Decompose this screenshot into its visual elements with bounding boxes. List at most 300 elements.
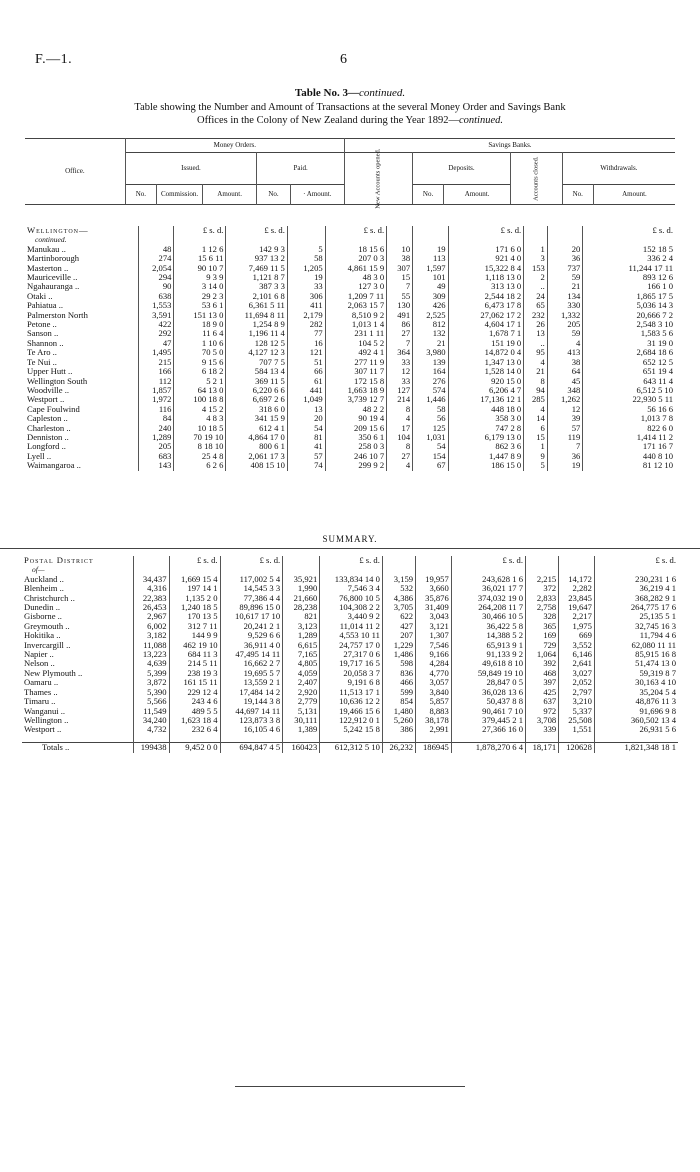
district-cell: 5,566 (133, 697, 169, 706)
district-cell: 19,144 3 8 (220, 697, 283, 706)
office-cell: 61 (287, 377, 325, 386)
office-name: Palmerston North (25, 311, 138, 320)
office-cell: 74 (287, 461, 325, 470)
office-cell: 116 (138, 405, 173, 414)
office-name: Capleston .. (25, 414, 138, 423)
office-cell: 94 (524, 386, 548, 395)
office-cell: 70 5 0 (174, 348, 226, 357)
office-cell: 27,062 17 2 (448, 311, 524, 320)
office-cell: 113 (413, 254, 448, 263)
office-cell: 387 3 3 (226, 282, 287, 291)
district-cell: 3,057 (416, 678, 452, 687)
district-cell: 1,240 18 5 (169, 603, 220, 612)
office-cell: 8 18 10 (174, 442, 226, 451)
office-cell: 81 12 10 (642, 460, 673, 471)
district-cell: 1,389 (283, 725, 320, 734)
office-cell: 64 13 0 (174, 386, 226, 395)
office-cell: 4 (387, 461, 413, 470)
district-cell: 5,242 15 8 (320, 725, 383, 734)
office-cell: 246 10 7 (325, 452, 386, 461)
page-number: 6 (340, 52, 348, 67)
office-name: Petone .. (25, 320, 138, 329)
office-cell: 134 (547, 292, 582, 301)
office-cell: 121 (287, 348, 325, 357)
office-cell: 90 10 7 (174, 264, 226, 273)
office-cell: 9 15 6 (174, 358, 226, 367)
office-cell: 59 (547, 273, 582, 282)
units-label: £ s. d. (652, 225, 673, 235)
office-cell: 937 13 2 (226, 254, 287, 263)
district-cell: 122,912 0 1 (320, 716, 383, 725)
district-cell: 468 (526, 669, 559, 678)
office-cell: 11 6 4 (174, 329, 226, 338)
district-cell: 821 (283, 612, 320, 621)
district-cell: 9,529 6 6 (220, 631, 283, 640)
totals-row (22, 743, 678, 753)
district-cell: 328 (526, 612, 559, 621)
district-row (22, 725, 678, 734)
office-cell: 4,127 12 3 (226, 348, 287, 357)
district-name: Timaru .. (22, 697, 133, 706)
office-cell: 6,512 5 10 (636, 384, 673, 395)
office-cell: 104 (387, 433, 413, 442)
office-cell: 139 (413, 358, 448, 367)
office-cell: 921 4 0 (448, 254, 524, 263)
district-cell: 170 13 5 (169, 612, 220, 621)
district-cell: 2,967 (133, 612, 169, 621)
summary-label-of: of— (22, 565, 133, 574)
district-name: Wanganui .. (22, 707, 133, 716)
office-cell: 64 (547, 367, 582, 376)
office-cell: 166 (138, 367, 173, 376)
office-cell: 84 (138, 414, 173, 423)
office-cell: 151 13 0 (174, 311, 226, 320)
district-cell: 4,284 (416, 659, 452, 668)
district-cell: 5,131 (283, 707, 320, 716)
office-cell: 90 (138, 282, 173, 291)
totals-cell: 18,171 (526, 743, 559, 753)
district-cell: 1,289 (283, 631, 320, 640)
district-cell: 972 (526, 707, 559, 716)
wellington-offices-table (25, 226, 675, 471)
units-label: £ s. d. (220, 556, 283, 565)
office-name: Westport .. (25, 395, 138, 404)
district-cell: 462 19 10 (169, 641, 220, 650)
summary-table (22, 556, 678, 753)
office-cell: 31 19 0 (647, 337, 673, 348)
totals-cell: 160423 (283, 743, 320, 753)
district-cell: 14,172 (559, 575, 595, 584)
office-cell: 164 (413, 367, 448, 376)
district-cell: 4,553 10 11 (320, 631, 383, 640)
office-cell: 21 (547, 282, 582, 291)
district-cell: 427 (382, 622, 415, 631)
office-cell: 336 2 4 (647, 253, 673, 264)
summary-label: Postal District (22, 556, 133, 565)
office-cell: 127 3 0 (325, 282, 386, 291)
withdrawals-no-header: No. (562, 185, 593, 205)
paid-no-header: No. (257, 185, 290, 205)
office-cell: 119 (547, 433, 582, 442)
office-cell: 4 (547, 339, 582, 348)
office-cell: 8 (524, 377, 548, 386)
withdrawals-header: Withdrawals. (600, 163, 638, 172)
issued-no-header: No. (125, 185, 156, 205)
district-cell: 34,437 (133, 575, 169, 584)
office-cell: 737 (547, 264, 582, 273)
office-name: Mauriceville .. (25, 273, 138, 282)
office-cell: 4 (524, 405, 548, 414)
district-cell: 14,545 3 3 (220, 584, 283, 593)
office-cell: 812 (413, 320, 448, 329)
district-cell: 1,064 (526, 650, 559, 659)
district-cell: 729 (526, 641, 559, 650)
district-cell: 28,847 0 5 (451, 678, 525, 687)
office-cell: 1,972 (138, 395, 173, 404)
office-name: Cape Foulwind (25, 405, 138, 414)
district-cell: 360,502 13 4 (630, 714, 676, 725)
office-cell: 70 19 10 (174, 433, 226, 442)
office-cell: 154 (413, 452, 448, 461)
office-cell: 1,446 (413, 395, 448, 404)
district-cell: 2,407 (283, 678, 320, 687)
table-title (0, 87, 700, 99)
district-continued: continued. (25, 235, 138, 244)
district-cell: 1,480 (382, 707, 415, 716)
office-cell: 13 (287, 405, 325, 414)
office-cell: .. (524, 282, 548, 291)
office-cell: 57 (547, 424, 582, 433)
office-cell: 56 (413, 414, 448, 423)
office-cell: 1,495 (138, 348, 173, 357)
district-cell: 11,513 17 1 (320, 688, 383, 697)
office-cell: 358 3 0 (448, 414, 524, 423)
district-cell: 50,437 8 8 (451, 697, 525, 706)
district-cell: 669 (559, 631, 595, 640)
office-cell: 3,591 (138, 311, 173, 320)
district-cell: 264,775 17 6 (630, 602, 676, 613)
district-cell: 8,883 (416, 707, 452, 716)
office-cell: 492 4 1 (325, 348, 386, 357)
district-cell: 11,088 (133, 641, 169, 650)
district-cell: 19,957 (416, 575, 452, 584)
office-cell: 1 12 6 (174, 245, 226, 254)
office-cell: 307 (387, 264, 413, 273)
district-name: Westport .. (22, 725, 133, 734)
office-cell: 166 1 0 (647, 281, 673, 292)
office-cell: 1,254 8 9 (226, 320, 287, 329)
office-cell: 151 19 0 (448, 339, 524, 348)
district-cell: 4,059 (283, 669, 320, 678)
office-cell: 26 (524, 320, 548, 329)
office-cell: 1,553 (138, 301, 173, 310)
district-cell: 1,135 2 0 (169, 594, 220, 603)
district-cell: 19,695 5 7 (220, 669, 283, 678)
office-cell: 172 15 8 (325, 377, 386, 386)
office-cell: 5 (287, 245, 325, 254)
district-cell: 44,697 14 11 (220, 707, 283, 716)
office-cell: 2,054 (138, 264, 173, 273)
district-cell: 2,833 (526, 594, 559, 603)
office-cell: 364 (387, 348, 413, 357)
district-cell: 77,386 4 4 (220, 594, 283, 603)
office-cell: 209 15 6 (325, 424, 386, 433)
totals-cell: 9,452 0 0 (169, 743, 220, 753)
office-cell: 8 (387, 442, 413, 451)
district-cell: 1,307 (416, 631, 452, 640)
district-cell: 214 5 11 (169, 659, 220, 668)
office-cell: 39 (547, 414, 582, 423)
office-name: Ngahauranga .. (25, 282, 138, 291)
district-cell: 5,337 (559, 707, 595, 716)
district-cell: 232 6 4 (169, 725, 220, 734)
office-cell: 90 19 4 (325, 414, 386, 423)
office-cell: 77 (287, 329, 325, 338)
office-cell: 4 15 2 (174, 405, 226, 414)
office-name: Manukau .. (25, 245, 138, 254)
summary-heading: SUMMARY. (322, 534, 378, 544)
district-cell: 4,805 (283, 659, 320, 668)
district-cell: 30,111 (283, 716, 320, 725)
office-name: Longford .. (25, 442, 138, 451)
summary-rule (0, 548, 700, 549)
district-cell: 62,080 11 11 (631, 639, 676, 650)
district-cell: 26,453 (133, 603, 169, 612)
district-cell: 397 (526, 678, 559, 687)
district-cell: 386 (382, 725, 415, 734)
units-label: £ s. d. (320, 556, 383, 565)
office-name: Masterton .. (25, 264, 138, 273)
district-name: Christchurch .. (22, 594, 133, 603)
office-cell: 48 2 2 (325, 405, 386, 414)
office-cell: 53 6 1 (174, 301, 226, 310)
district-cell: 14,388 5 2 (451, 631, 525, 640)
paid-header: Paid. (257, 153, 345, 185)
new-accounts-header (344, 148, 412, 209)
district-cell: 374,032 19 0 (451, 594, 525, 603)
office-cell: 1 (524, 245, 548, 254)
units-label: £ s. d. (169, 556, 220, 565)
office-cell: 413 (547, 348, 582, 357)
office-cell: 186 15 0 (448, 461, 524, 470)
district-cell: 11,549 (133, 707, 169, 716)
office-cell: 862 3 6 (448, 442, 524, 451)
withdrawals-amount-header: Amount. (622, 189, 647, 198)
units-label: £ s. d. (655, 555, 676, 565)
table-caption-line1: Table showing the Number and Amount of Transactions at the several Money Order and Savings Bank (134, 102, 566, 113)
office-cell: 6,206 4 7 (448, 386, 524, 395)
district-cell: 312 7 11 (169, 622, 220, 631)
office-cell: 101 (413, 273, 448, 282)
office-cell: 1,865 17 5 (636, 290, 673, 301)
district-cell: 36,911 4 0 (220, 641, 283, 650)
district-cell: 1,486 (382, 650, 415, 659)
office-name: Charleston .. (25, 424, 138, 433)
office-cell: 58 (413, 405, 448, 414)
district-cell: 3,660 (416, 584, 452, 593)
district-cell: 59,319 8 7 (639, 667, 676, 678)
office-cell: 18 15 6 (325, 245, 386, 254)
office-cell: 214 (387, 395, 413, 404)
office-cell: 747 2 8 (448, 424, 524, 433)
district-cell: 854 (382, 697, 415, 706)
district-cell: 169 (526, 631, 559, 640)
office-cell: 231 1 11 (325, 329, 386, 338)
office-cell: 6 (524, 424, 548, 433)
office-cell: 17 (387, 424, 413, 433)
district-cell: 2,779 (283, 697, 320, 706)
district-cell: 13,559 2 1 (220, 678, 283, 687)
district-name: Wellington— (25, 226, 138, 235)
office-cell: 65 (524, 301, 548, 310)
office-cell: 5 2 1 (174, 377, 226, 386)
office-cell: 441 (287, 386, 325, 395)
office-cell: 1 (524, 442, 548, 451)
office-cell: 294 (138, 273, 173, 282)
district-cell: 4,770 (416, 669, 452, 678)
district-cell: 10,617 17 10 (220, 612, 283, 621)
district-cell: 91,696 9 8 (639, 705, 676, 716)
office-cell: 14 (524, 414, 548, 423)
district-cell: 10,636 12 2 (320, 697, 383, 706)
deposits-amount-header: Amount. (444, 185, 511, 205)
office-cell: 369 11 5 (226, 377, 287, 386)
office-cell: 6,697 2 6 (226, 395, 287, 404)
office-cell: 1,347 13 0 (448, 358, 524, 367)
office-cell: 652 12 5 (642, 356, 673, 367)
issued-amount-header: Amount. (202, 185, 256, 205)
district-cell: 3,440 9 2 (320, 612, 383, 621)
district-cell: 3,123 (283, 622, 320, 631)
office-name: Martinborough (25, 254, 138, 263)
office-cell: 274 (138, 254, 173, 263)
office-cell: 18 9 0 (174, 320, 226, 329)
district-cell: 1,623 18 4 (169, 716, 220, 725)
office-cell: 127 (387, 386, 413, 395)
office-cell: 1,583 5 6 (640, 328, 673, 339)
office-row (25, 461, 675, 470)
district-cell: 38,178 (416, 716, 452, 725)
page-reference: F.—1. (35, 52, 73, 67)
district-cell: 21,660 (283, 594, 320, 603)
office-cell: 20,666 7 2 (636, 309, 673, 320)
district-cell: 104,308 2 2 (320, 603, 383, 612)
district-cell: 339 (526, 725, 559, 734)
district-name: Blenheim .. (22, 584, 133, 593)
office-cell: 5 (524, 461, 548, 470)
table-caption-line2-italic: continued. (458, 115, 503, 126)
district-cell: 117,002 5 4 (220, 575, 283, 584)
district-cell: 3,159 (382, 575, 415, 584)
district-cell: 22,383 (133, 594, 169, 603)
district-cell: 2,797 (559, 688, 595, 697)
district-cell: 25,135 5 1 (639, 611, 676, 622)
district-cell: 133,834 14 0 (320, 575, 383, 584)
office-cell: 2 (524, 273, 548, 282)
office-name: Sanson .. (25, 329, 138, 338)
office-cell: 426 (413, 301, 448, 310)
office-cell: 232 (524, 311, 548, 320)
office-cell: 350 6 1 (325, 433, 386, 442)
office-cell: 448 18 0 (448, 405, 524, 414)
district-cell: 76,800 10 5 (320, 594, 383, 603)
office-cell: 6,473 17 8 (448, 301, 524, 310)
office-cell: 411 (287, 301, 325, 310)
office-cell: 19 (287, 273, 325, 282)
district-cell: 243,628 1 6 (451, 575, 525, 584)
units-label: £ s. d. (325, 226, 386, 235)
totals-cell: 1,878,270 6 4 (451, 743, 525, 753)
district-cell: 368,282 9 1 (635, 592, 676, 603)
totals-cell: 26,232 (382, 743, 415, 753)
totals-cell: 694,847 4 5 (220, 743, 283, 753)
district-cell: 365 (526, 622, 559, 631)
district-name: Greymouth .. (22, 622, 133, 631)
footer-rule (235, 1086, 465, 1087)
units-label: £ s. d. (226, 226, 287, 235)
district-cell: 13,223 (133, 650, 169, 659)
district-cell: 11,014 11 2 (320, 622, 383, 631)
office-cell: 408 15 10 (226, 461, 287, 470)
office-cell: 81 (287, 433, 325, 442)
district-cell: 3,705 (382, 603, 415, 612)
office-cell: 4,604 17 1 (448, 320, 524, 329)
district-cell: 3,552 (559, 641, 595, 650)
office-cell: 1,289 (138, 433, 173, 442)
office-cell: 6,179 13 0 (448, 433, 524, 442)
issued-header: Issued. (125, 153, 257, 185)
district-cell: 19,717 16 5 (320, 659, 383, 668)
district-cell: 3,043 (416, 612, 452, 621)
office-cell: 1,013 7 8 (640, 413, 673, 424)
district-cell: 392 (526, 659, 559, 668)
office-cell: 215 (138, 358, 173, 367)
office-cell: 171 16 7 (642, 441, 673, 452)
office-cell: 1,447 8 9 (448, 452, 524, 461)
office-cell: 1,597 (413, 264, 448, 273)
office-cell: 3 (524, 254, 548, 263)
office-cell: 920 15 0 (448, 377, 524, 386)
office-cell: 4,861 15 9 (325, 264, 386, 273)
office-cell: 1,678 7 1 (448, 329, 524, 338)
district-cell: 1,229 (382, 641, 415, 650)
office-cell: 4,864 17 0 (226, 433, 287, 442)
district-cell: 34,240 (133, 716, 169, 725)
district-cell: 20,058 3 7 (320, 669, 383, 678)
office-cell: 51 (287, 358, 325, 367)
district-cell: 379,445 2 1 (451, 716, 525, 725)
office-cell: 41 (287, 442, 325, 451)
district-cell: 2,052 (559, 678, 595, 687)
office-cell: 800 6 1 (226, 442, 287, 451)
savings-banks-header: Savings Banks. (488, 140, 532, 149)
office-cell: 643 11 4 (643, 375, 673, 386)
office-cell: 19 (547, 461, 582, 470)
office-cell: 12 (547, 405, 582, 414)
district-cell: 5,857 (416, 697, 452, 706)
office-cell: 143 (138, 461, 173, 470)
office-cell: 20 (287, 414, 325, 423)
office-cell: 285 (524, 395, 548, 404)
office-cell: 104 5 2 (325, 339, 386, 348)
office-cell: 15 (387, 273, 413, 282)
district-cell: 49,618 8 10 (451, 659, 525, 668)
office-cell: 306 (287, 292, 325, 301)
office-name: Otaki .. (25, 292, 138, 301)
office-cell: 2,525 (413, 311, 448, 320)
office-cell: 1,118 13 0 (448, 273, 524, 282)
district-cell: 684 11 3 (169, 650, 220, 659)
